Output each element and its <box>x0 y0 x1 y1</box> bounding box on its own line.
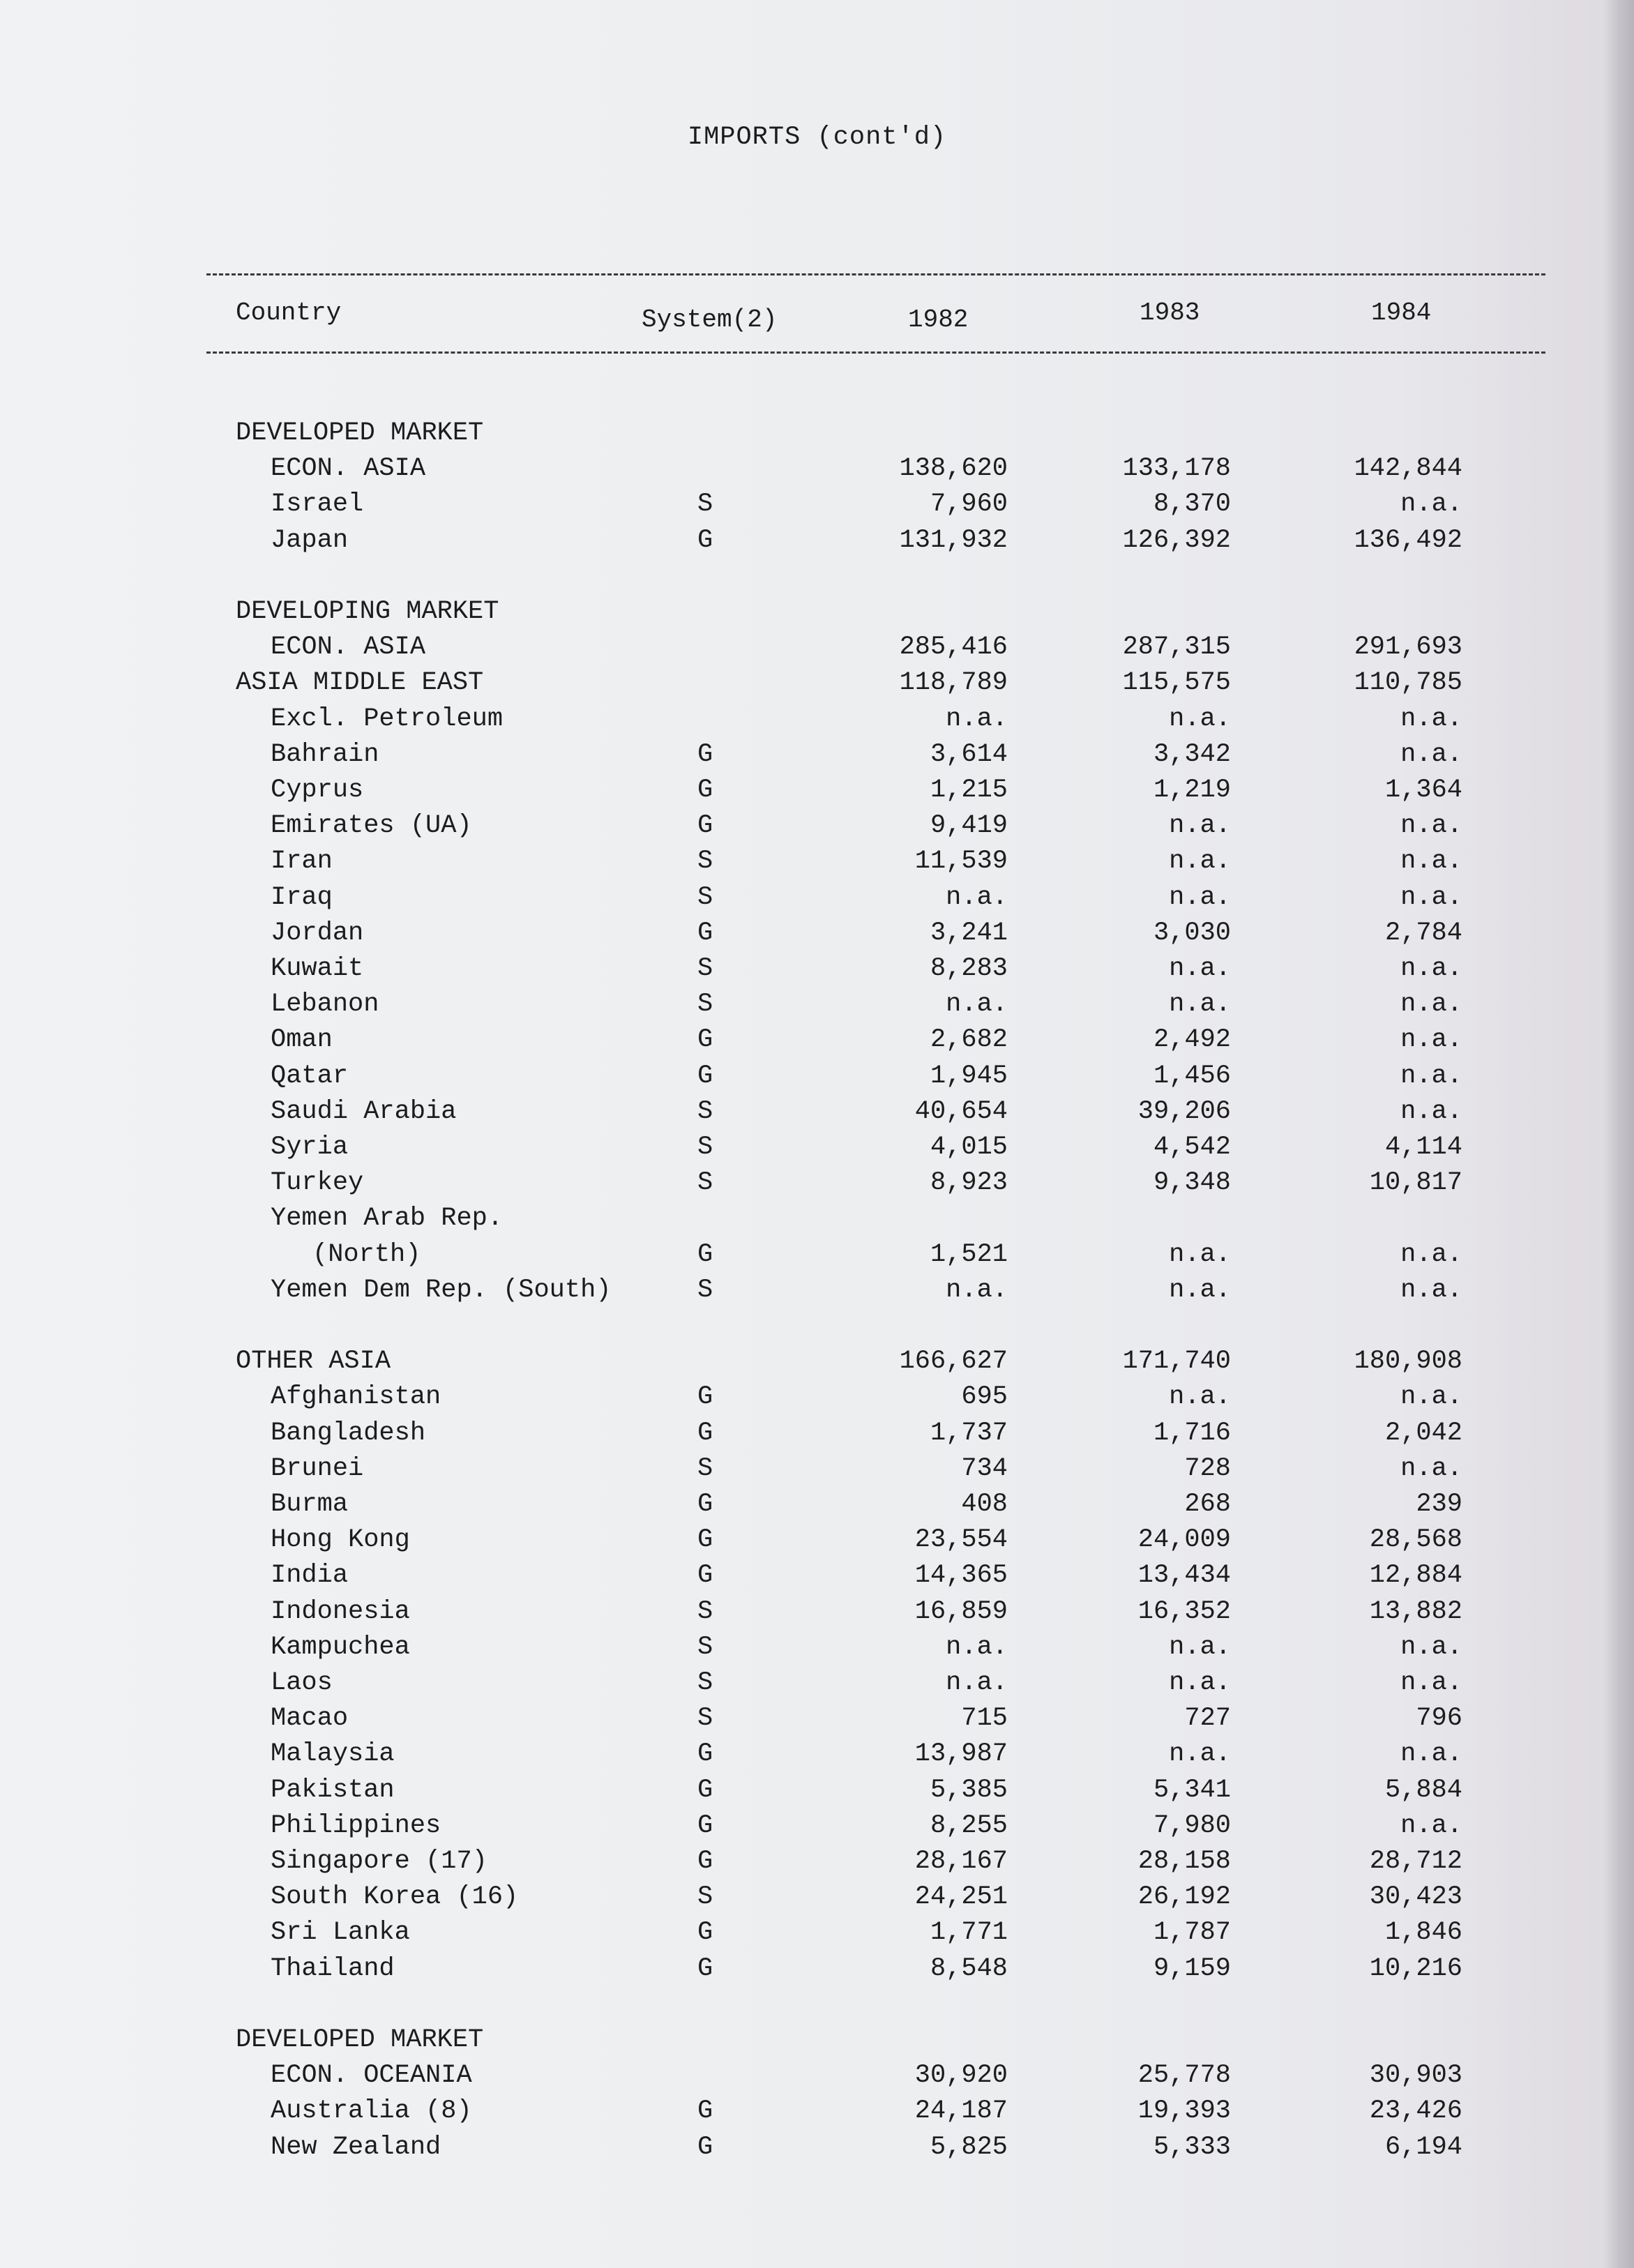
value-1982: 8,548 <box>930 1953 1008 1983</box>
value-1982: 166,627 <box>899 1347 1008 1377</box>
value-1984: 2,784 <box>1384 918 1462 948</box>
country-name: India <box>271 1561 349 1591</box>
system-code: S <box>697 1632 713 1662</box>
system-code: S <box>697 1133 713 1162</box>
country-name: Qatar <box>271 1061 349 1091</box>
country-name: DEVELOPING MARKET <box>236 597 499 626</box>
system-code: G <box>697 1561 713 1591</box>
country-name: ECON. ASIA <box>271 454 426 484</box>
page-title: IMPORTS (cont'd) <box>687 123 947 152</box>
country-name: Malaysia <box>271 1739 395 1769</box>
table-row <box>0 1668 1634 1704</box>
table-row <box>0 1311 1634 1347</box>
value-1983: 287,315 <box>1122 633 1231 663</box>
value-1984: n.a. <box>1400 1096 1462 1126</box>
value-1984: n.a. <box>1400 1810 1462 1840</box>
value-1982: 3,614 <box>930 739 1008 769</box>
country-name: Macao <box>271 1704 349 1734</box>
country-name: Bahrain <box>271 739 379 769</box>
value-1983: 126,392 <box>1122 525 1231 555</box>
system-code: S <box>697 1668 713 1698</box>
value-1984: 2,042 <box>1384 1418 1462 1448</box>
system-code: S <box>697 1275 713 1305</box>
country-name: Jordan <box>271 918 364 948</box>
value-1984: n.a. <box>1400 1382 1462 1412</box>
country-name: Australia (8) <box>271 2096 472 2126</box>
value-1982: 734 <box>961 1453 1008 1483</box>
value-1982: n.a. <box>946 1632 1008 1662</box>
table-row <box>0 490 1634 525</box>
country-name: DEVELOPED MARKET <box>236 418 484 448</box>
table-row <box>0 704 1634 740</box>
value-1982: 24,187 <box>914 2096 1008 2126</box>
value-1982: 16,859 <box>914 1596 1008 1626</box>
value-1983: 2,492 <box>1153 1025 1231 1055</box>
value-1982: 715 <box>961 1704 1008 1734</box>
table-row <box>0 1525 1634 1561</box>
system-code: G <box>697 1239 713 1269</box>
table-row <box>0 990 1634 1025</box>
table-row <box>0 1882 1634 1918</box>
table-row <box>0 1168 1634 1204</box>
value-1983: 1,219 <box>1153 776 1231 805</box>
system-code: G <box>697 1739 713 1769</box>
table-row <box>0 597 1634 633</box>
table-row <box>0 776 1634 811</box>
value-1982: 5,825 <box>930 2132 1008 2162</box>
value-1982: 131,932 <box>899 525 1008 555</box>
value-1984: 291,693 <box>1354 633 1462 663</box>
value-1984: 4,114 <box>1384 1133 1462 1162</box>
country-name: Hong Kong <box>271 1525 410 1555</box>
country-name: Lebanon <box>271 990 379 1020</box>
value-1983: 727 <box>1184 1704 1231 1734</box>
value-1983: n.a. <box>1169 990 1231 1020</box>
system-code: S <box>697 1596 713 1626</box>
country-name: Yemen Arab Rep. <box>271 1204 504 1234</box>
table-row <box>0 1633 1634 1668</box>
value-1983: 4,542 <box>1153 1133 1231 1162</box>
value-1984: n.a. <box>1400 1025 1462 1055</box>
value-1982: 8,283 <box>930 954 1008 983</box>
value-1984: 796 <box>1416 1704 1462 1734</box>
table-row <box>0 883 1634 918</box>
table-row <box>0 1990 1634 2025</box>
system-code: G <box>697 1953 713 1983</box>
value-1984: n.a. <box>1400 882 1462 912</box>
value-1983: 3,342 <box>1153 739 1231 769</box>
value-1983: 171,740 <box>1122 1347 1231 1377</box>
value-1983: 16,352 <box>1137 1596 1231 1626</box>
table-row <box>0 526 1634 561</box>
table-row <box>0 1382 1634 1418</box>
system-code: G <box>697 1061 713 1091</box>
value-1984: n.a. <box>1400 954 1462 983</box>
value-1983: 26,192 <box>1137 1882 1231 1912</box>
country-name: Kuwait <box>271 954 364 983</box>
system-code: G <box>697 776 713 805</box>
value-1982: n.a. <box>946 882 1008 912</box>
value-1984: 1,846 <box>1384 1918 1462 1948</box>
system-code: G <box>697 1810 713 1840</box>
value-1984: 13,882 <box>1369 1596 1462 1626</box>
value-1982: n.a. <box>946 704 1008 734</box>
table-row <box>0 418 1634 454</box>
country-name: Afghanistan <box>271 1382 441 1412</box>
country-name: Iran <box>271 847 333 877</box>
table-row <box>0 1811 1634 1847</box>
country-name: Saudi Arabia <box>271 1096 457 1126</box>
country-name: New Zealand <box>271 2132 441 2162</box>
value-1984: 28,568 <box>1369 1525 1462 1555</box>
value-1983: n.a. <box>1169 954 1231 983</box>
value-1982: 40,654 <box>914 1096 1008 1126</box>
table-row <box>0 1918 1634 1953</box>
value-1982: 4,015 <box>930 1133 1008 1162</box>
value-1984: 12,884 <box>1369 1561 1462 1591</box>
system-code: G <box>697 1847 713 1876</box>
country-name: Japan <box>271 525 349 555</box>
country-name: Yemen Dem Rep. (South) <box>271 1275 612 1305</box>
system-code: G <box>697 1490 713 1519</box>
country-name: Excl. Petroleum <box>271 704 504 734</box>
country-name: DEVELOPED MARKET <box>236 2025 484 2055</box>
value-1983: 39,206 <box>1137 1096 1231 1126</box>
value-1982: n.a. <box>946 1668 1008 1698</box>
value-1983: n.a. <box>1169 1739 1231 1769</box>
value-1982: 28,167 <box>914 1847 1008 1876</box>
value-1983: n.a. <box>1169 1632 1231 1662</box>
table-row <box>0 1776 1634 1811</box>
value-1984: n.a. <box>1400 1632 1462 1662</box>
country-name: Oman <box>271 1025 333 1055</box>
value-1982: 285,416 <box>899 633 1008 663</box>
system-code: G <box>697 1382 713 1412</box>
system-code: S <box>697 1168 713 1198</box>
table-row <box>0 847 1634 882</box>
value-1982: 11,539 <box>914 847 1008 877</box>
value-1984: 136,492 <box>1354 525 1462 555</box>
table-row <box>0 954 1634 990</box>
system-code: S <box>697 1453 713 1483</box>
header-country: Country <box>236 298 342 327</box>
system-code: G <box>697 739 713 769</box>
header-1982: 1982 <box>908 305 969 334</box>
country-name: Kampuchea <box>271 1632 410 1662</box>
table-row <box>0 811 1634 847</box>
value-1983: n.a. <box>1169 1275 1231 1305</box>
table-row <box>0 561 1634 597</box>
value-1982: 2,682 <box>930 1025 1008 1055</box>
value-1984: 5,884 <box>1384 1775 1462 1805</box>
value-1983: 28,158 <box>1137 1847 1231 1876</box>
value-1982: 118,789 <box>899 668 1008 698</box>
table-row <box>0 2025 1634 2061</box>
value-1982: 24,251 <box>914 1882 1008 1912</box>
value-1982: 7,960 <box>930 490 1008 520</box>
value-1984: 10,216 <box>1369 1953 1462 1983</box>
table-row <box>0 740 1634 776</box>
value-1982: 138,620 <box>899 454 1008 484</box>
value-1983: 25,778 <box>1137 2061 1231 2091</box>
country-name: Laos <box>271 1668 333 1698</box>
system-code: S <box>697 1704 713 1734</box>
table-row <box>0 1597 1634 1633</box>
value-1984: n.a. <box>1400 1275 1462 1305</box>
table-row <box>0 2061 1634 2096</box>
country-name: Emirates (UA) <box>271 811 472 841</box>
value-1983: 1,456 <box>1153 1061 1231 1091</box>
value-1984: 30,903 <box>1369 2061 1462 2091</box>
table-row <box>0 1025 1634 1061</box>
value-1982: 23,554 <box>914 1525 1008 1555</box>
table-row <box>0 2096 1634 2132</box>
value-1982: 8,255 <box>930 1810 1008 1840</box>
value-1983: 133,178 <box>1122 454 1231 484</box>
system-code: G <box>697 2132 713 2162</box>
value-1983: n.a. <box>1169 1239 1231 1269</box>
table-row <box>0 1454 1634 1490</box>
value-1982: 9,419 <box>930 811 1008 841</box>
value-1982: 5,385 <box>930 1775 1008 1805</box>
table-row <box>0 1419 1634 1454</box>
value-1983: n.a. <box>1169 1668 1231 1698</box>
country-name: Singapore (17) <box>271 1847 487 1876</box>
table-row <box>0 1954 1634 1990</box>
table-row <box>0 1133 1634 1168</box>
value-1982: 1,215 <box>930 776 1008 805</box>
value-1984: n.a. <box>1400 490 1462 520</box>
value-1984: n.a. <box>1400 811 1462 841</box>
value-1982: 1,521 <box>930 1239 1008 1269</box>
value-1983: 19,393 <box>1137 2096 1231 2126</box>
table-row <box>0 668 1634 704</box>
system-code: S <box>697 990 713 1020</box>
value-1983: n.a. <box>1169 704 1231 734</box>
country-name: ECON. ASIA <box>271 633 426 663</box>
table-row <box>0 1347 1634 1382</box>
table-row <box>0 1240 1634 1276</box>
value-1983: 13,434 <box>1137 1561 1231 1591</box>
country-name: Syria <box>271 1133 349 1162</box>
table-row <box>0 1276 1634 1311</box>
value-1984: n.a. <box>1400 990 1462 1020</box>
value-1982: 1,737 <box>930 1418 1008 1448</box>
value-1983: 268 <box>1184 1490 1231 1519</box>
system-code: S <box>697 490 713 520</box>
system-code: S <box>697 847 713 877</box>
value-1983: 9,159 <box>1153 1953 1231 1983</box>
value-1983: 8,370 <box>1153 490 1231 520</box>
header-1983: 1983 <box>1140 298 1200 327</box>
value-1984: 180,908 <box>1354 1347 1462 1377</box>
value-1982: 695 <box>961 1382 1008 1412</box>
system-code: G <box>697 918 713 948</box>
value-1983: 728 <box>1184 1453 1231 1483</box>
country-name: Israel <box>271 490 364 520</box>
value-1982: 8,923 <box>930 1168 1008 1198</box>
value-1984: 23,426 <box>1369 2096 1462 2126</box>
value-1984: n.a. <box>1400 1239 1462 1269</box>
table-row <box>0 1490 1634 1525</box>
value-1983: 24,009 <box>1137 1525 1231 1555</box>
country-name: Bangladesh <box>271 1418 426 1448</box>
system-code: G <box>697 1525 713 1555</box>
system-code: S <box>697 1096 713 1126</box>
table-row <box>0 2133 1634 2168</box>
value-1984: n.a. <box>1400 739 1462 769</box>
country-name: Turkey <box>271 1168 364 1198</box>
country-name: Cyprus <box>271 776 364 805</box>
value-1984: n.a. <box>1400 704 1462 734</box>
country-name: Sri Lanka <box>271 1918 410 1948</box>
value-1983: 7,980 <box>1153 1810 1231 1840</box>
system-code: G <box>697 525 713 555</box>
value-1984: n.a. <box>1400 1668 1462 1698</box>
value-1982: 30,920 <box>914 2061 1008 2091</box>
value-1983: n.a. <box>1169 847 1231 877</box>
country-name: ECON. OCEANIA <box>271 2061 472 2091</box>
system-code: G <box>697 1418 713 1448</box>
header-1984: 1984 <box>1371 298 1432 327</box>
country-name: Philippines <box>271 1810 441 1840</box>
value-1982: 13,987 <box>914 1739 1008 1769</box>
country-name: Thailand <box>271 1953 395 1983</box>
header-system: System(2) <box>642 305 778 334</box>
value-1982: 3,241 <box>930 918 1008 948</box>
value-1984: 142,844 <box>1354 454 1462 484</box>
value-1984: 6,194 <box>1384 2132 1462 2162</box>
table-row <box>0 918 1634 954</box>
value-1983: 1,716 <box>1153 1418 1231 1448</box>
value-1984: n.a. <box>1400 847 1462 877</box>
system-code: S <box>697 1882 713 1912</box>
country-name: ASIA MIDDLE EAST <box>236 668 484 698</box>
value-1983: n.a. <box>1169 811 1231 841</box>
country-name: Indonesia <box>271 1596 410 1626</box>
value-1983: 115,575 <box>1122 668 1231 698</box>
system-code: S <box>697 882 713 912</box>
value-1984: 30,423 <box>1369 1882 1462 1912</box>
system-code: G <box>697 1025 713 1055</box>
value-1983: n.a. <box>1169 1382 1231 1412</box>
value-1982: 1,771 <box>930 1918 1008 1948</box>
value-1982: 1,945 <box>930 1061 1008 1091</box>
table-row <box>0 454 1634 490</box>
table-row <box>0 1061 1634 1097</box>
value-1983: 5,333 <box>1153 2132 1231 2162</box>
system-code: G <box>697 2096 713 2126</box>
value-1982: 408 <box>961 1490 1008 1519</box>
value-1984: 239 <box>1416 1490 1462 1519</box>
table-row <box>0 1204 1634 1239</box>
value-1982: n.a. <box>946 1275 1008 1305</box>
value-1984: n.a. <box>1400 1453 1462 1483</box>
table-row <box>0 1561 1634 1596</box>
value-1982: 14,365 <box>914 1561 1008 1591</box>
value-1984: 1,364 <box>1384 776 1462 805</box>
country-name: OTHER ASIA <box>236 1347 391 1377</box>
system-code: G <box>697 811 713 841</box>
country-name: Iraq <box>271 882 333 912</box>
table-row <box>0 1847 1634 1882</box>
table-row <box>0 1097 1634 1133</box>
value-1984: 10,817 <box>1369 1168 1462 1198</box>
value-1983: 9,348 <box>1153 1168 1231 1198</box>
country-name: South Korea (16) <box>271 1882 519 1912</box>
system-code: S <box>697 954 713 983</box>
table-row <box>0 633 1634 668</box>
table-row <box>0 1704 1634 1739</box>
country-name: Burma <box>271 1490 349 1519</box>
value-1983: 3,030 <box>1153 918 1231 948</box>
value-1982: n.a. <box>946 990 1008 1020</box>
header-rule <box>206 351 1545 354</box>
value-1983: 5,341 <box>1153 1775 1231 1805</box>
country-name: Pakistan <box>271 1775 395 1805</box>
value-1983: n.a. <box>1169 882 1231 912</box>
top-rule <box>206 273 1545 275</box>
value-1984: n.a. <box>1400 1739 1462 1769</box>
value-1984: 110,785 <box>1354 668 1462 698</box>
value-1983: 1,787 <box>1153 1918 1231 1948</box>
value-1984: n.a. <box>1400 1061 1462 1091</box>
system-code: G <box>697 1775 713 1805</box>
country-name: (North) <box>312 1239 421 1269</box>
value-1984: 28,712 <box>1369 1847 1462 1876</box>
country-name: Brunei <box>271 1453 364 1483</box>
table-row <box>0 1739 1634 1775</box>
system-code: G <box>697 1918 713 1948</box>
